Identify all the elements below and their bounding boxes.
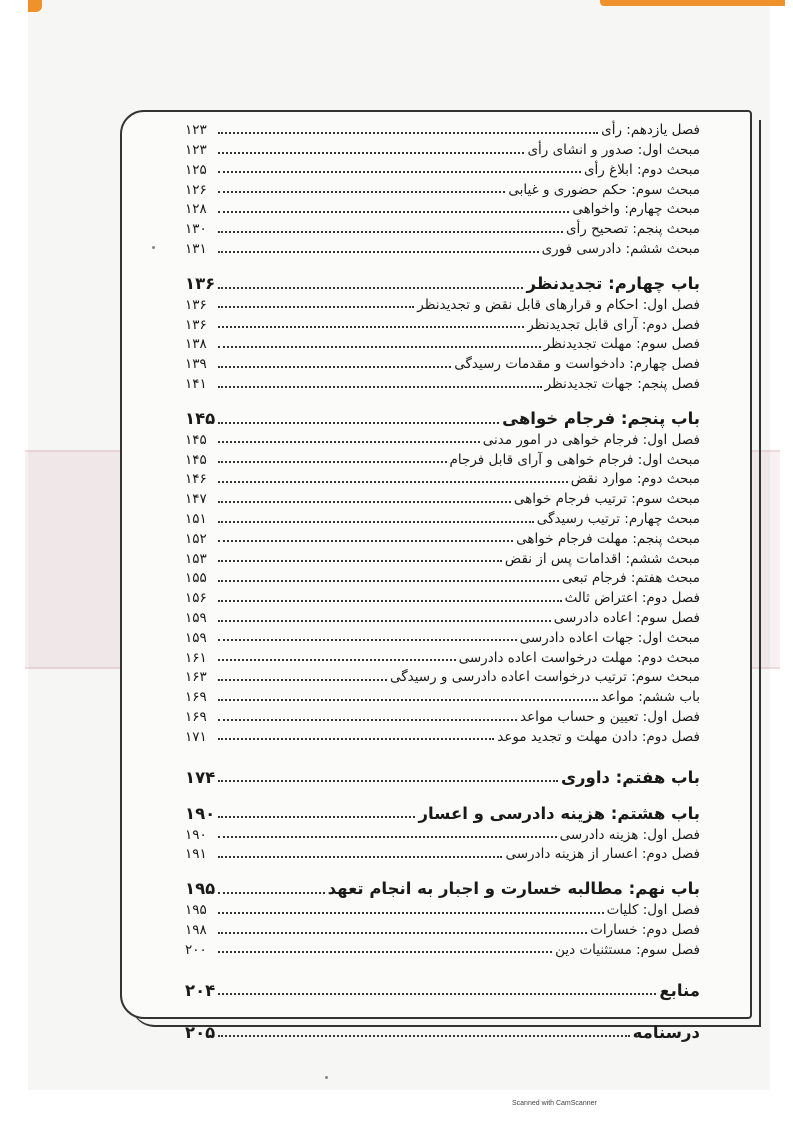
toc-entry [185, 467, 700, 487]
dot-leader [218, 441, 480, 443]
toc-entry-page: ۱۷۱ [185, 728, 207, 745]
toc-entry [185, 332, 700, 352]
toc-entry-title: فصل اول: هزینه دادرسی [559, 826, 700, 843]
dot-leader [218, 306, 414, 308]
toc-entry-title: منابع [659, 980, 700, 1000]
toc-entry-title: درسنامه [632, 1022, 700, 1042]
toc-entry-page: ۱۹۸ [185, 922, 207, 938]
toc-entry-page: ۱۹۰ [185, 826, 207, 843]
dot-leader [218, 836, 557, 838]
toc-entry-title: مبحث اول: صدور و انشای رأی [527, 142, 700, 159]
toc-entry [185, 158, 700, 178]
toc-entry-title: مبحث دوم: مهلت درخواست اعاده دادرسی [458, 649, 700, 666]
toc-entry-title: مبحث ششم: اقدامات پس از نقض [504, 550, 700, 567]
dot-leader [218, 521, 534, 523]
dot-leader [218, 1035, 629, 1037]
toc-entry [185, 918, 700, 938]
dot-leader [218, 481, 568, 483]
toc-entry-title: باب نهم: مطالبه خسارت و اجبار به انجام تعهد [327, 879, 700, 899]
dot-leader [218, 620, 551, 622]
toc-entry-page: ۱۲۶ [185, 181, 207, 198]
dot-leader [218, 422, 499, 424]
dot-leader [218, 951, 552, 953]
toc-entry [185, 685, 700, 705]
toc-entry-page: ۱۴۶ [185, 471, 207, 488]
toc-entry-page: ۱۶۱ [185, 649, 207, 666]
toc-entry [185, 566, 700, 586]
toc-entry [185, 705, 700, 725]
toc-entry [185, 527, 700, 547]
toc-entry [185, 197, 700, 217]
toc-entry-title: مبحث اول: فرجام خواهی و آرای قابل فرجام [449, 451, 700, 468]
toc-entry-title: مبحث سوم: ترتیب درخواست اعاده دادرسی و رسیدگی [389, 669, 700, 686]
toc-entry [185, 217, 700, 237]
dot-leader [218, 251, 539, 253]
dot-leader [218, 501, 511, 503]
toc-entry-page: ۱۵۶ [185, 590, 207, 607]
table-of-contents [185, 118, 700, 1045]
toc-entry-page: ۱۶۹ [185, 689, 207, 706]
toc-major-entry [185, 1019, 700, 1041]
toc-entry-title: فصل اول: فرجام خواهی در امور مدنی [482, 431, 700, 448]
toc-entry-page: ۱۳۰ [185, 221, 207, 238]
toc-entry-page: ۱۹۵ [185, 902, 207, 919]
dot-leader [218, 366, 451, 368]
toc-entry-page: ۱۴۵ [185, 431, 207, 448]
toc-entry-page: ۱۳۶ [185, 296, 207, 313]
toc-entry-title: فصل دوم: اعسار از هزینه دادرسی [505, 846, 700, 863]
dot-leader [218, 580, 559, 582]
dot-leader [218, 699, 598, 701]
toc-entry-page: ۱۵۳ [185, 550, 207, 567]
toc-entry [185, 938, 700, 958]
toc-entry [185, 725, 700, 745]
toc-entry-page: ۱۵۹ [185, 610, 207, 627]
dot-leader [218, 211, 569, 213]
toc-entry [185, 606, 700, 626]
toc-entry [185, 487, 700, 507]
toc-entry [185, 447, 700, 467]
dot-leader [218, 639, 517, 641]
toc-entry-title: مبحث پنجم: تصحیح رأی [565, 221, 700, 238]
toc-entry-title: مبحث سوم: ترتیب فرجام خواهی [513, 491, 700, 508]
toc-entry-title: فصل سوم: مهلت تجدیدنظر [543, 336, 700, 353]
toc-entry [185, 626, 700, 646]
dot-leader [218, 132, 598, 134]
toc-entry-page: ۱۷۴ [185, 767, 216, 787]
toc-entry-page: ۱۴۷ [185, 491, 207, 508]
toc-entry-title: مبحث هفتم: فرجام تبعی [561, 570, 700, 587]
toc-entry-title: فصل دوم: دادن مهلت و تجدید موعد [497, 728, 700, 745]
toc-entry-page: ۱۵۹ [185, 629, 207, 646]
toc-major-entry [185, 764, 700, 786]
toc-entry [185, 372, 700, 392]
dot-leader [218, 993, 656, 995]
toc-major-entry [185, 876, 700, 898]
scan-note: Scanned with CamScanner [512, 1100, 597, 1107]
toc-entry-title: فصل اول: احکام و قرارهای قابل نقض و تجدیدنظر [417, 296, 700, 313]
toc-entry-page: ۱۴۵ [185, 409, 216, 429]
toc-entry [185, 665, 700, 685]
dot-leader [218, 892, 324, 894]
toc-entry-page: ۱۲۳ [185, 122, 207, 139]
toc-entry [185, 118, 700, 138]
toc-entry-title: باب هفتم: داوری [560, 767, 700, 787]
toc-entry-title: فصل سوم: اعاده دادرسی [553, 610, 700, 627]
toc-entry [185, 237, 700, 257]
toc-entry-page: ۲۰۰ [185, 941, 207, 958]
toc-major-entry [185, 406, 700, 428]
toc-entry [185, 177, 700, 197]
toc-entry-page: ۱۹۱ [185, 846, 207, 863]
toc-entry-title: فصل دوم: خسارات [590, 922, 700, 938]
toc-entry-page: ۱۳۶ [185, 316, 207, 333]
toc-entry-page: ۱۳۶ [185, 274, 216, 294]
scan-speck [152, 246, 155, 249]
toc-entry-page: ۱۴۵ [185, 451, 207, 468]
toc-entry-page: ۱۶۹ [185, 709, 207, 726]
toc-entry-title: باب پنجم: فرجام خواهی [502, 409, 700, 429]
toc-entry-title: مبحث ششم: دادرسی فوری [541, 241, 700, 258]
toc-entry-page: ۱۲۸ [185, 201, 207, 218]
toc-entry-title: فصل اول: کلیات [606, 902, 700, 919]
toc-entry-page: ۱۳۹ [185, 356, 207, 373]
toc-entry-page: ۱۹۵ [185, 879, 216, 899]
toc-major-entry [185, 977, 700, 999]
dot-leader [218, 780, 558, 782]
toc-entry-page: ۱۴۱ [185, 376, 207, 393]
toc-entry-title: مبحث چهارم: واخواهی [572, 201, 700, 218]
dot-leader [218, 560, 502, 562]
toc-entry-title: مبحث دوم: ابلاغ رأی [583, 161, 700, 178]
dot-leader [218, 231, 563, 233]
dot-leader [218, 386, 542, 388]
dot-leader [218, 287, 523, 289]
toc-entry [185, 352, 700, 372]
orange-top-bar [600, 0, 785, 6]
toc-entry-title: فصل دوم: آرای قابل تجدیدنظر [527, 316, 700, 333]
toc-entry-page: ۱۲۳ [185, 142, 207, 159]
toc-entry-title: باب چهارم: تجدیدنظر [526, 274, 700, 294]
toc-entry-title: مبحث پنجم: مهلت فرجام خواهی [516, 530, 700, 547]
toc-entry-title: فصل پنجم: جهات تجدیدنظر [544, 376, 700, 393]
dot-leader [218, 912, 604, 914]
toc-entry-page: ۲۰۴ [185, 980, 216, 1000]
toc-entry-title: مبحث چهارم: ترتیب رسیدگی [536, 511, 700, 528]
toc-entry-page: ۱۹۰ [185, 803, 216, 823]
toc-entry-title: باب هشتم: هزینه دادرسی و اعسار [418, 803, 700, 823]
toc-entry-title: فصل دوم: اعتراض ثالث [564, 590, 700, 607]
toc-entry [185, 586, 700, 606]
toc-entry-title: فصل سوم: مستثنیات دین [555, 941, 700, 958]
toc-entry [185, 312, 700, 332]
toc-entry-title: فصل یازدهم: رأی [601, 122, 700, 139]
toc-entry [185, 898, 700, 918]
toc-entry-title: مبحث سوم: حکم حضوری و غیابی [508, 181, 700, 198]
toc-entry-title: باب ششم: مواعد [600, 689, 700, 706]
dot-leader [218, 600, 562, 602]
dot-leader [218, 659, 456, 661]
toc-entry-page: ۲۰۵ [185, 1022, 216, 1042]
dot-leader [218, 191, 505, 193]
toc-major-entry [185, 800, 700, 822]
dot-leader [218, 738, 494, 740]
toc-major-entry [185, 271, 700, 293]
toc-entry [185, 645, 700, 665]
dot-leader [218, 719, 517, 721]
toc-entry-page: ۱۵۲ [185, 530, 207, 547]
toc-entry-page: ۱۳۸ [185, 336, 207, 353]
dot-leader [218, 326, 524, 328]
toc-entry-title: مبحث دوم: موارد نقض [570, 471, 700, 488]
toc-entry-page: ۱۶۳ [185, 669, 207, 686]
toc-entry-title: فصل چهارم: دادخواست و مقدمات رسیدگی [454, 356, 700, 373]
dot-leader [218, 540, 513, 542]
toc-entry [185, 546, 700, 566]
dot-leader [218, 461, 447, 463]
dot-leader [218, 816, 415, 818]
toc-entry-page: ۱۵۵ [185, 570, 207, 587]
dot-leader [218, 679, 387, 681]
dot-leader [218, 932, 587, 934]
dot-leader [218, 171, 581, 173]
toc-entry [185, 822, 700, 842]
dot-leader [218, 346, 541, 348]
dot-leader [218, 856, 502, 858]
toc-entry-page: ۱۳۱ [185, 241, 207, 258]
toc-entry [185, 293, 700, 313]
toc-entry-page: ۱۵۱ [185, 511, 207, 528]
toc-entry [185, 842, 700, 862]
toc-entry [185, 138, 700, 158]
dot-leader [218, 152, 524, 154]
toc-entry [185, 428, 700, 448]
toc-entry-title: فصل اول: تعیین و حساب مواعد [520, 709, 700, 726]
scan-speck [325, 1076, 328, 1079]
orange-corner-mark [28, 0, 42, 12]
toc-entry-title: مبحث اول: جهات اعاده دادرسی [519, 629, 700, 646]
toc-entry-page: ۱۲۵ [185, 161, 207, 178]
toc-entry [185, 507, 700, 527]
